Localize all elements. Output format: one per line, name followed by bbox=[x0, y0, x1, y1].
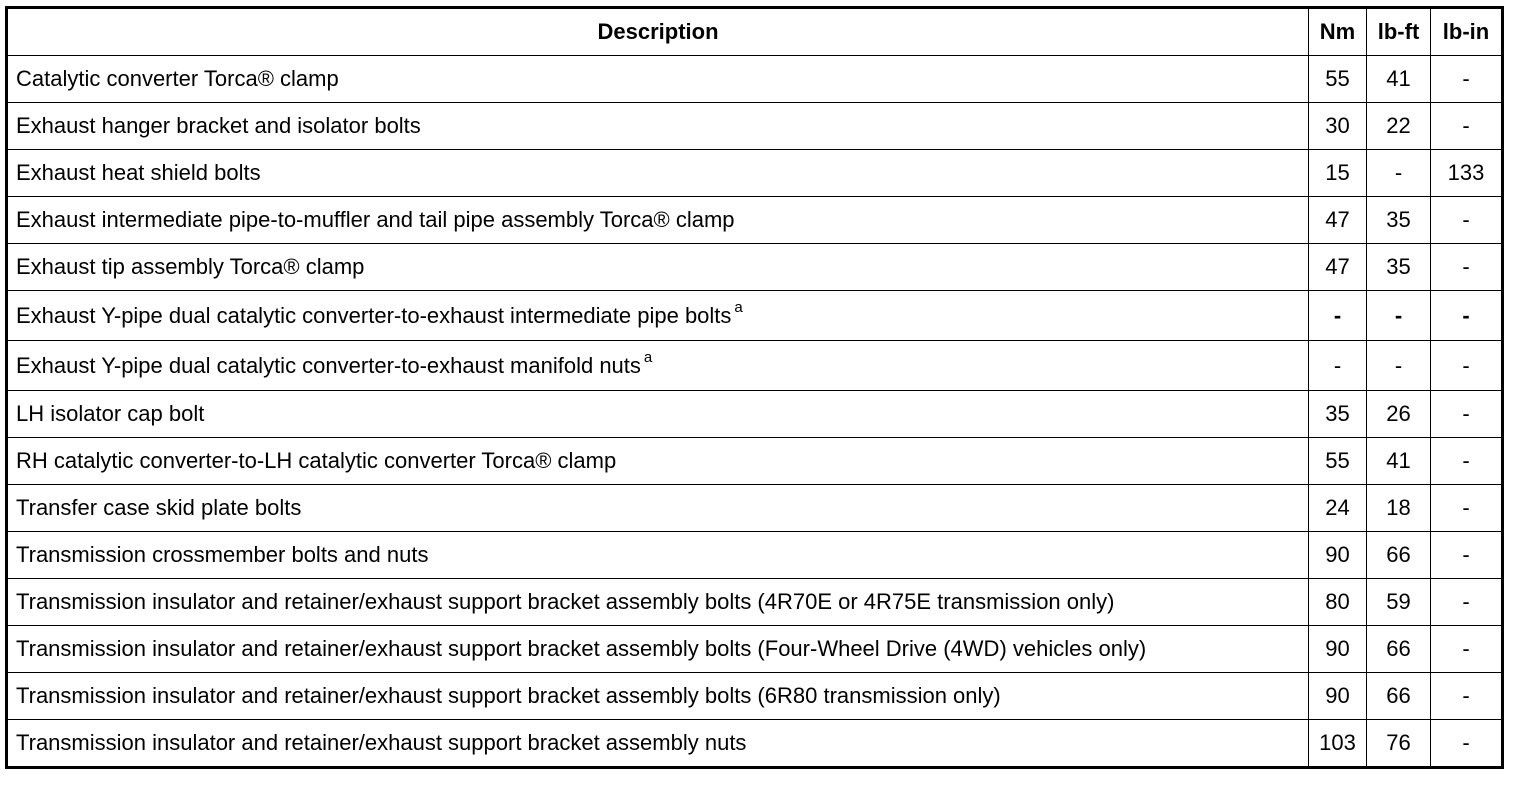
cell-lbin: - bbox=[1431, 244, 1503, 291]
cell-nm: 47 bbox=[1309, 244, 1367, 291]
cell-description: Transmission insulator and retainer/exhaust support bracket assembly bolts (4R70E or 4R75E transmission only) bbox=[7, 579, 1309, 626]
cell-description: Transfer case skid plate bolts bbox=[7, 485, 1309, 532]
table-row bbox=[7, 438, 1503, 485]
cell-description: Catalytic converter Torca® clamp bbox=[7, 56, 1309, 103]
cell-lbin: - bbox=[1431, 673, 1503, 720]
cell-lbft: - bbox=[1367, 291, 1431, 341]
cell-lbft: 59 bbox=[1367, 579, 1431, 626]
cell-lbin: - bbox=[1431, 532, 1503, 579]
cell-lbin: - bbox=[1431, 197, 1503, 244]
cell-lbin: - bbox=[1431, 341, 1503, 391]
cell-lbft: - bbox=[1367, 341, 1431, 391]
cell-nm: 35 bbox=[1309, 391, 1367, 438]
table-row bbox=[7, 244, 1503, 291]
cell-lbin: - bbox=[1431, 438, 1503, 485]
cell-lbft: 18 bbox=[1367, 485, 1431, 532]
cell-lbin: 133 bbox=[1431, 150, 1503, 197]
cell-lbft: 76 bbox=[1367, 720, 1431, 768]
footnote-marker: a bbox=[643, 349, 653, 367]
cell-lbft: 22 bbox=[1367, 103, 1431, 150]
table-row bbox=[7, 391, 1503, 438]
cell-lbft: 66 bbox=[1367, 532, 1431, 579]
cell-lbin: - bbox=[1431, 485, 1503, 532]
table-row bbox=[7, 720, 1503, 768]
table-row bbox=[7, 103, 1503, 150]
cell-nm: 30 bbox=[1309, 103, 1367, 150]
cell-description bbox=[7, 341, 1309, 391]
cell-lbin: - bbox=[1431, 626, 1503, 673]
cell-description: Exhaust hanger bracket and isolator bolts bbox=[7, 103, 1309, 150]
header-description: Description bbox=[7, 8, 1309, 56]
header-lbft: lb-ft bbox=[1367, 8, 1431, 56]
cell-lbft: 66 bbox=[1367, 626, 1431, 673]
cell-nm: 24 bbox=[1309, 485, 1367, 532]
table-row bbox=[7, 485, 1503, 532]
table-row bbox=[7, 341, 1503, 391]
cell-nm: 55 bbox=[1309, 56, 1367, 103]
cell-description: Exhaust heat shield bolts bbox=[7, 150, 1309, 197]
table-row bbox=[7, 56, 1503, 103]
cell-nm: 55 bbox=[1309, 438, 1367, 485]
table-row bbox=[7, 579, 1503, 626]
table-row bbox=[7, 626, 1503, 673]
cell-description: Transmission insulator and retainer/exhaust support bracket assembly nuts bbox=[7, 720, 1309, 768]
cell-nm: - bbox=[1309, 291, 1367, 341]
cell-lbin: - bbox=[1431, 391, 1503, 438]
cell-lbft: 66 bbox=[1367, 673, 1431, 720]
cell-lbft: 35 bbox=[1367, 197, 1431, 244]
cell-lbft: 26 bbox=[1367, 391, 1431, 438]
cell-description: Transmission insulator and retainer/exhaust support bracket assembly bolts (6R80 transmission only) bbox=[7, 673, 1309, 720]
cell-nm: 80 bbox=[1309, 579, 1367, 626]
footnote-marker: a bbox=[734, 299, 743, 317]
cell-nm: 90 bbox=[1309, 626, 1367, 673]
torque-specification-table bbox=[5, 6, 1504, 769]
table-row bbox=[7, 150, 1503, 197]
cell-nm: 15 bbox=[1309, 150, 1367, 197]
header-nm: Nm bbox=[1309, 8, 1367, 56]
cell-nm: 47 bbox=[1309, 197, 1367, 244]
cell-lbft: - bbox=[1367, 150, 1431, 197]
description-text: Exhaust Y-pipe dual catalytic converter-to-exhaust intermediate pipe bolts bbox=[16, 302, 732, 328]
cell-description: Transmission crossmember bolts and nuts bbox=[7, 532, 1309, 579]
table-header-row bbox=[7, 8, 1503, 56]
description-text: Exhaust Y-pipe dual catalytic converter-to-exhaust manifold nuts bbox=[16, 352, 641, 378]
cell-description: RH catalytic converter-to-LH catalytic converter Torca® clamp bbox=[7, 438, 1309, 485]
table-row bbox=[7, 197, 1503, 244]
cell-lbin: - bbox=[1431, 579, 1503, 626]
table-row bbox=[7, 673, 1503, 720]
cell-description: Transmission insulator and retainer/exhaust support bracket assembly bolts (Four-Wheel Drive (4WD) vehicles only) bbox=[7, 626, 1309, 673]
cell-description bbox=[7, 291, 1309, 341]
cell-lbin: - bbox=[1431, 56, 1503, 103]
table-row bbox=[7, 291, 1503, 341]
cell-lbin: - bbox=[1431, 291, 1503, 341]
cell-nm: - bbox=[1309, 341, 1367, 391]
cell-lbin: - bbox=[1431, 103, 1503, 150]
table-row bbox=[7, 532, 1503, 579]
cell-description: Exhaust tip assembly Torca® clamp bbox=[7, 244, 1309, 291]
cell-nm: 90 bbox=[1309, 532, 1367, 579]
cell-lbft: 41 bbox=[1367, 438, 1431, 485]
cell-lbft: 41 bbox=[1367, 56, 1431, 103]
cell-lbin: - bbox=[1431, 720, 1503, 768]
cell-nm: 103 bbox=[1309, 720, 1367, 768]
header-lbin: lb-in bbox=[1431, 8, 1503, 56]
cell-nm: 90 bbox=[1309, 673, 1367, 720]
cell-description: LH isolator cap bolt bbox=[7, 391, 1309, 438]
cell-description: Exhaust intermediate pipe-to-muffler and tail pipe assembly Torca® clamp bbox=[7, 197, 1309, 244]
cell-lbft: 35 bbox=[1367, 244, 1431, 291]
